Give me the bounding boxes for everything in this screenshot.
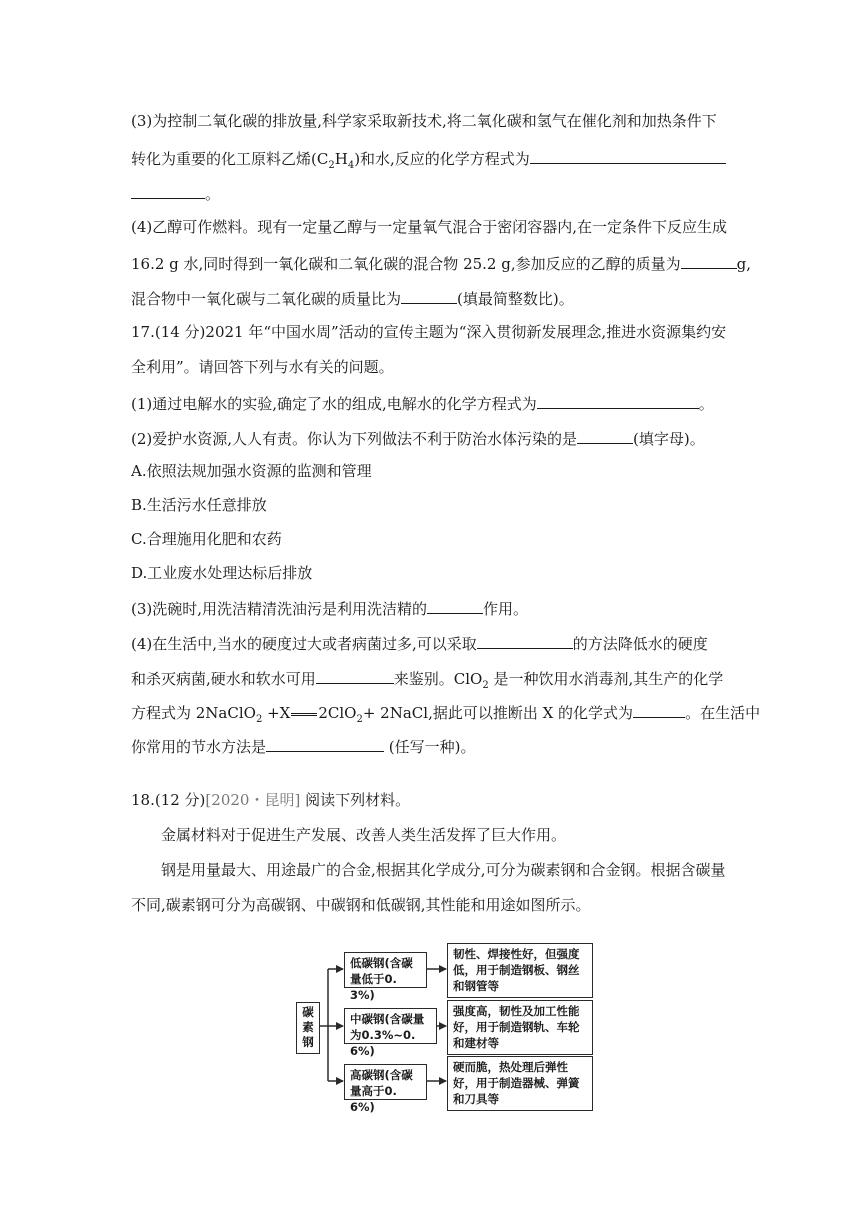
text: g, <box>736 255 751 273</box>
text: )和水,反应的化学方程式为 <box>354 150 530 168</box>
text: 的方法降低水的硬度 <box>572 635 708 653</box>
carbon-steel-root-box: 碳素钢 <box>296 1002 320 1054</box>
low-carbon-use-box: 韧性、焊接性好，但强度低，用于制造钢板、钢丝和钢管等 <box>447 943 593 998</box>
source-tag: [2020・昆明] <box>205 791 301 809</box>
text: 混合物中一氧化碳与二氧化碳的质量比为 <box>131 290 402 308</box>
text: +X <box>262 704 291 722</box>
subscript: 2 <box>482 680 489 691</box>
text: 。 <box>205 185 221 203</box>
q18-paragraph1: 金属材料对于促进生产发展、改善人类生活发挥了巨大作用。 <box>161 826 567 844</box>
subscript: 4 <box>347 160 355 171</box>
text: 转化为重要的化工原料乙烯(C <box>131 150 329 168</box>
text: H <box>334 150 348 168</box>
medium-carbon-steel-box: 中碳钢(含碳量为0.3%~0.6%) <box>344 1008 437 1044</box>
q16-part3-line1: (3)为控制二氧化碳的排放量,科学家采取新技术,将二氧化碳和氢气在催化剂和加热条件下 <box>131 112 717 130</box>
text: (2)爱护水资源,人人有责。你认为下列做法不利于防治水体污染的是 <box>131 430 578 448</box>
text: 来鉴别。ClO <box>393 670 483 688</box>
subscript: 2 <box>328 160 335 171</box>
high-carbon-use-box: 硬而脆，热处理后弹性好，用于制造器械、弹簧和刀具等 <box>447 1056 593 1111</box>
low-carbon-steel-box: 低碳钢(含碳量低于0.3%) <box>344 952 427 988</box>
text: 你常用的节水方法是 <box>131 738 267 756</box>
q17-heading-line2: 全利用”。请回答下列与水有关的问题。 <box>131 358 394 376</box>
q17-heading-line1: 17.(14 分)2021 年“中国水周”活动的宣传主题为“深入贯彻新发展理念,推进水资源集约安 <box>131 323 727 341</box>
text: (1)通过电解水的实验,确定了水的组成,电解水的化学方程式为 <box>131 395 537 413</box>
text: 。 <box>698 395 714 413</box>
subscript: 2 <box>255 714 263 725</box>
q16-part4-line1: (4)乙醇可作燃料。现有一定量乙醇与一定量氧气混合于密闭容器内,在一定条件下反应生成 <box>131 218 728 236</box>
question-number: 18.(12 分) <box>131 791 206 809</box>
text: 是一种饮用水消毒剂,其生产的化学 <box>488 670 724 688</box>
text: 2ClO <box>318 704 357 722</box>
option-a: A.依照法规加强水资源的监测和管理 <box>131 462 372 480</box>
text: (填最简整数比)。 <box>457 290 574 308</box>
text: 16.2 g 水,同时得到一氧化碳和二氧化碳的混合物 25.2 g,参加反应的乙醇的质量为 <box>131 255 681 273</box>
text: 方程式为 2NaClO <box>131 704 256 722</box>
text: 阅读下列材料。 <box>300 791 411 809</box>
text: 作用。 <box>483 600 529 618</box>
text: 。在生活中 <box>685 704 761 722</box>
text: (任写一种)。 <box>384 738 476 756</box>
q18-paragraph2-line1: 钢是用量最大、用途最广的合金,根据其化学成分,可分为碳素钢和合金钢。根据含碳量 <box>161 861 726 879</box>
text: (填字母)。 <box>633 430 705 448</box>
text: (3)洗碗时,用洗洁精清洗油污是利用洗洁精的 <box>131 600 428 618</box>
option-b: B.生活污水任意排放 <box>131 496 267 514</box>
text: (4)在生活中,当水的硬度过大或者病菌过多,可以采取 <box>131 635 477 653</box>
subscript: 2 <box>356 714 363 725</box>
text: + 2NaCl,据此可以推断出 X 的化学式为 <box>362 704 634 722</box>
option-d: D.工业废水处理达标后排放 <box>131 564 313 582</box>
text: 和杀灭病菌,硬水和软水可用 <box>131 670 316 688</box>
option-c: C.合理施用化肥和农药 <box>131 530 282 548</box>
high-carbon-steel-box: 高碳钢(含碳量高于0.6%) <box>344 1064 427 1100</box>
q18-paragraph2-line2: 不同,碳素钢可分为高碳钢、中碳钢和低碳钢,其性能和用途如图所示。 <box>131 896 591 914</box>
medium-carbon-use-box: 强度高，韧性及加工性能好，用于制造钢轨、车轮和建材等 <box>447 1000 593 1055</box>
